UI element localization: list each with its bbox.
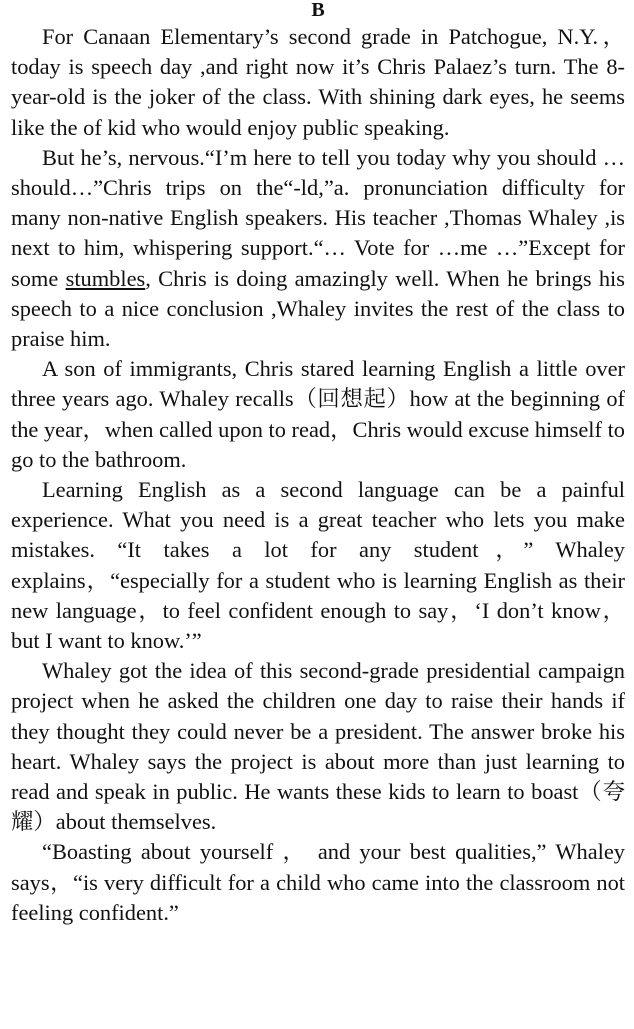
paragraph-4 bbox=[11, 475, 625, 656]
paragraph-3-text: A son of immigrants, Chris stared learning English a little over three years ago. Whaley recalls（回想起）how at the beginning of the year，when called upon to read，Chris would excuse himself to go to the bathroom. bbox=[11, 356, 625, 472]
paragraph-4-text: Learning English as a second language can be a painful experience. What you need is a great teacher who lets you make mistakes. “It takes a lot for any student，” Whaley explains，“especially for a student who is learning English as their new language，to feel confident enough to say，‘I don’t know，but I want to know.’” bbox=[11, 477, 625, 654]
paragraph-1 bbox=[11, 22, 625, 143]
paragraph-6-text: “Boasting about yourself ， and your best qualities,” Whaley says，“is very difficult for a child who came into the classroom not feeling confident.” bbox=[11, 839, 625, 925]
section-heading: B bbox=[311, 0, 325, 21]
paragraph-2 bbox=[11, 143, 625, 354]
document-page bbox=[11, 0, 625, 1029]
paragraph-5-text: Whaley got the idea of this second-grade presidential campaign project when he asked the children one day to raise their hands if they thought they could never be a president. The answer broke his heart. Whaley says the project is about more than just learning to read and speak in public. He wants these kids to learn to boast（夸耀）about themselves. bbox=[11, 658, 625, 835]
underlined-word-stumbles: stumbles bbox=[65, 265, 146, 291]
paragraph-3 bbox=[11, 354, 625, 475]
paragraph-1-text: For Canaan Elementary’s second grade in Patchogue, N.Y.，today is speech day ,and right now it’s Chris Palaez’s turn. The 8-year-old is the joker of the class. With shining dark eyes, he seems like the of kid who would enjoy public speaking. bbox=[11, 24, 625, 140]
paragraph-2-text-a: But he’s, nervous.“I’m here to tell you today why you should … should…”Chris trips on the“-ld,”a. pronunciation difficulty for many non-native English speakers. His teacher ,Thomas Whaley ,is next to him, whispering support.“… Vote for …me …”Except for some bbox=[11, 144, 625, 291]
paragraph-5 bbox=[11, 656, 625, 837]
paragraph-6 bbox=[11, 837, 625, 928]
paragraph-2-text-b: , Chris is doing amazingly well. When he brings his speech to a nice conclusion ,Whaley invites the rest of the class to praise him. bbox=[11, 265, 625, 352]
